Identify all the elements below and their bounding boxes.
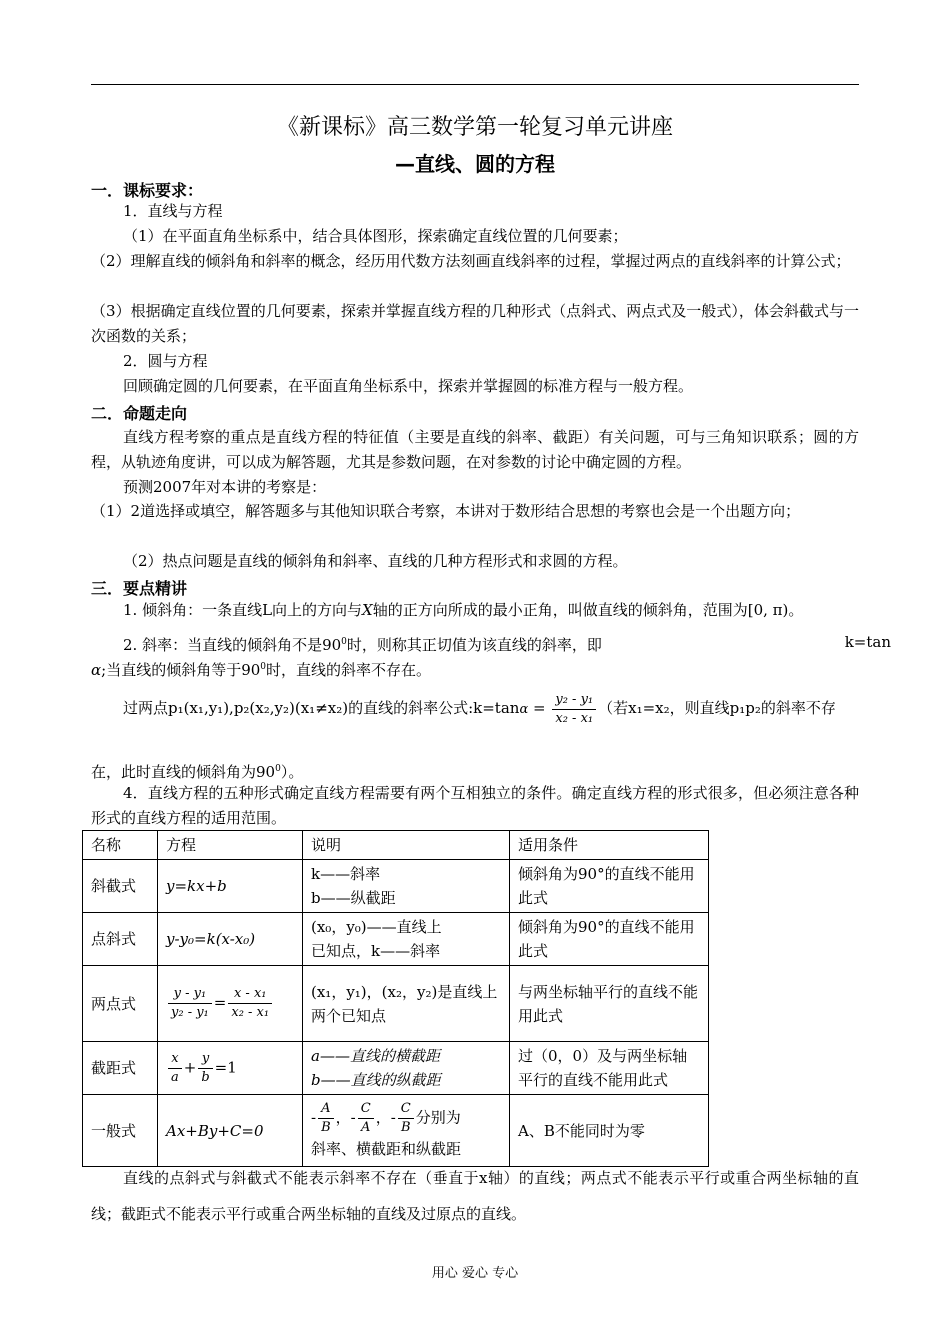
section-2-heading: 二．命题走向 [91, 404, 188, 423]
s2-line-1: 直线方程考察的重点是直线方程的特征值（主要是直线的斜率、截距）有关问题，可与三角知识联系；圆的方程，从轨迹角度讲，可以成为解答题，尤其是参数问题，在对参数的讨论中确定圆的方程。 [91, 428, 859, 471]
table-row: 截距式 $\frac{x}{a}$ + $\frac{y}{b}$ =1 a——直线的横截距 b——直线的纵截距 过（0，0）及与两坐标轴平行的直线不能用此式 [83, 1042, 709, 1095]
header-equation: 方程 [158, 831, 303, 860]
s2-line-3: （1）2道选择或填空，解答题多与其他知识联合考察，本讲对于数形结合思想的考察也会是一个出题方向； [91, 502, 801, 520]
table-header-row [83, 831, 709, 860]
section-3-heading: 三．要点精讲 [91, 579, 188, 598]
range-interval: [0, π) [747, 601, 789, 619]
header-description: 说明 [303, 831, 510, 860]
s1-line-2: （1）在平面直角坐标系中，结合具体图形，探索确定直线位置的几何要素； [123, 227, 628, 245]
s2-line-4: （2）热点问题是直线的倾斜角和斜率、直线的几种方程形式和求圆的方程。 [123, 552, 628, 570]
s3-point-2-cont: α;当直线的倾斜角等于$90^0$时，直线的斜率不存在。 [91, 661, 432, 679]
s1-line-5: 2．圆与方程 [123, 352, 208, 370]
page-footer: 用心 爱心 专心 [431, 1266, 519, 1281]
s1-line-3: （2）理解直线的倾斜角和斜率的概念，经历用代数方法刻画直线斜率的过程，掌握过两点的直线斜率的计算公式； [91, 252, 851, 270]
s3-point-3: 过两点p₁(x₁,y₁),p₂(x₂,y₂)(x₁≠x₂)的直线的斜率公式:k=tanα = $\frac{\text{y₂ - y₁}}{\text{x₂ - x₁}}$ （若x₁=x₂，则直线p₁p₂的斜率不存 [123, 691, 836, 726]
line-equation-forms-table [82, 830, 709, 1167]
s3-point-4: 4．直线方程的五种形式确定直线方程需要有两个互相独立的条件。确定直线方程的形式很多，但必须注意各种形式的直线方程的适用范围。 [91, 784, 859, 827]
s3-point-3-cont: 在，此时直线的倾斜角为$90^0$）。 [91, 763, 304, 781]
s3-point-1: 1. 倾斜角：一条直线L向上的方向与X轴的正方向所成的最小正角，叫做直线的倾斜角，范围为[0, π)。 [123, 601, 804, 619]
table-row: 点斜式 y-y₀=k(x-x₀) (x₀，y₀)——直线上 已知点，k——斜率 倾斜角为90°的直线不能用此式 [83, 913, 709, 966]
section-1-heading: 一．课标要求： [91, 181, 204, 200]
s3-point-2: 2. 斜率：当直线的倾斜角不是$90^0$时，则称其正切值为该直线的斜率，即 k=tan [91, 630, 891, 658]
slope-def: k=tan [844, 633, 891, 651]
s2-line-2: 预测2007年对本讲的考察是： [123, 478, 327, 496]
closing-paragraph: 直线的点斜式与斜截式不能表示斜率不存在（垂直于x轴）的直线；两点式不能表示平行或重合两坐标轴的直线；截距式不能表示平行或重合两坐标轴的直线及过原点的直线。 [91, 1169, 859, 1223]
table-row: 斜截式 y=kx+b k——斜率 b——纵截距 倾斜角为90°的直线不能用此式 [83, 860, 709, 913]
slope-formula-fraction: $\frac{\text{y₂ - y₁}}{\text{x₂ - x₁}}$ [552, 691, 596, 728]
page-title: 《新课标》高三数学第一轮复习单元讲座 [276, 115, 673, 140]
header-rule [91, 84, 859, 85]
table-row: 两点式 $\frac{\text{y - y₁}}{\text{y₂ - y₁}}$ = $\frac{\text{x - x₁}}{\text{x₂ - x₁}}$ (x₁，y₁)，(x₂，y₂)是直线上两个已知点 与两坐标轴平行的直线不能用此式 [83, 966, 709, 1042]
s1-line-1: 1．直线与方程 [123, 202, 223, 220]
header-name: 名称 [83, 831, 158, 860]
s1-line-4: （3）根据确定直线位置的几何要素，探索并掌握直线方程的几种形式（点斜式、两点式及一般式），体会斜截式与一次函数的关系； [91, 302, 859, 345]
header-condition: 适用条件 [510, 831, 709, 860]
table-row: 一般式 Ax+By+C=0 - $\frac{A}{B}$ ，- $\frac{C}{A}$ ，- $\frac{C}{B}$ 分别为 斜率、横截距和纵截距 A、B不能同时为零 [83, 1095, 709, 1167]
page-subtitle: —直线、圆的方程 [395, 152, 555, 176]
s1-line-6: 回顾确定圆的几何要素，在平面直角坐标系中，探索并掌握圆的标准方程与一般方程。 [123, 377, 694, 395]
